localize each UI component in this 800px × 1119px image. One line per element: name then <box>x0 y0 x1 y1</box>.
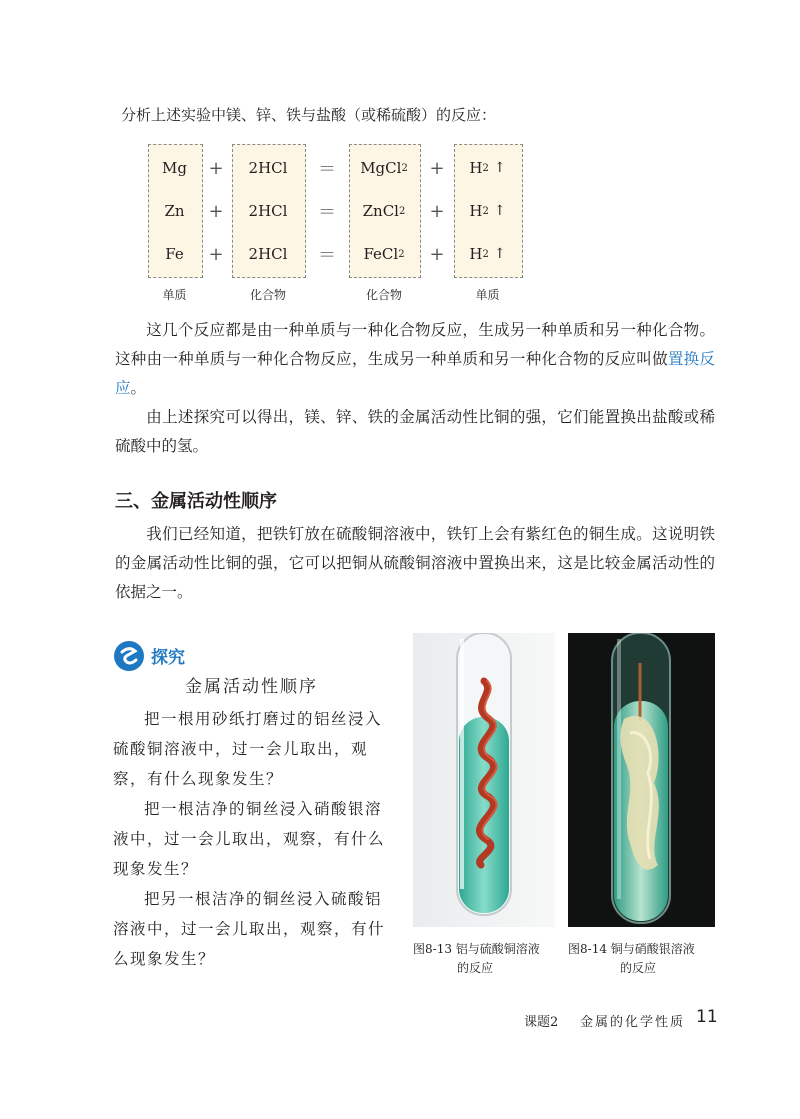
reactant-metal: Mg <box>162 159 187 177</box>
explore-step-1: 把一根用砂纸打磨过的铝丝浸入硫酸铜溶液中，过一会儿取出，观察，有什么现象发生？ <box>113 710 383 788</box>
reactant-metal: Zn <box>164 202 185 220</box>
footer-title: 金属的化学性质 <box>580 1015 686 1030</box>
reactant-metal: Fe <box>165 245 184 263</box>
product-gas: H 2 ↑ <box>469 159 506 177</box>
equals-sign: ＝ <box>318 202 336 223</box>
equals-sign: ＝ <box>318 159 336 180</box>
explore-step-2: 把一根洁净的铜丝浸入硝酸银溶液中，过一会儿取出，观察，有什么现象发生？ <box>113 800 386 878</box>
reaction-row-mg <box>0 146 800 190</box>
plus-sign: + <box>208 243 224 265</box>
plus-sign: + <box>429 200 445 222</box>
gas-arrow-icon: ↑ <box>493 203 506 219</box>
explore-label: 探究 <box>151 648 185 668</box>
label-compound-2: 化合物 <box>365 288 402 302</box>
photo-copper-silver-nitrate <box>568 633 715 927</box>
reactant-acid: 2HCl <box>248 159 288 177</box>
intro-sentence: 分析上述实验中镁、锌、铁与盐酸（或稀硫酸）的反应： <box>121 106 497 124</box>
photo-aluminum-copper-sulfate <box>413 633 555 927</box>
reactant-acid: 2HCl <box>248 245 288 263</box>
caption-fig-8-14: 图8-14 铜与硝酸银溶液 的反应 <box>568 942 695 975</box>
term-replacement-reaction: 置换反应 <box>115 350 715 397</box>
equals-sign: ＝ <box>318 245 336 266</box>
reaction-row-fe <box>0 232 800 276</box>
product-gas: H 2 ↑ <box>469 245 506 263</box>
paragraph-conclusion: 由上述探究可以得出，镁、锌、铁的金属活动性比铜的强，它们能置换出盐酸或稀硫酸中的氢。 <box>115 408 715 455</box>
plus-sign: + <box>208 157 224 179</box>
label-compound: 化合物 <box>249 288 286 302</box>
product-salt: MgCl 2 <box>360 159 408 177</box>
product-salt: ZnCl 2 <box>362 202 406 220</box>
figure-number: 图8-14 <box>568 942 607 956</box>
reaction-row-zn <box>0 189 800 233</box>
footer-lesson: 课题2 <box>524 1015 559 1030</box>
figure-number: 图8-13 <box>413 942 452 956</box>
reactant-acid: 2HCl <box>248 202 288 220</box>
label-element: 单质 <box>162 288 187 302</box>
product-gas: H 2 ↑ <box>469 202 506 220</box>
explore-step-3: 把另一根洁净的铜丝浸入硫酸铝溶液中，过一会儿取出，观察，有什么现象发生？ <box>113 890 386 968</box>
paragraph-activity-basis: 我们已经知道，把铁钉放在硫酸铜溶液中，铁钉上会有紫红色的铜生成。这说明铁的金属活动性比铜的强，它可以把铜从硫酸铜溶液中置换出来，这是比较金属活动性的依据之一。 <box>115 525 715 601</box>
gas-arrow-icon: ↑ <box>493 160 506 176</box>
paragraph-replacement-reaction: 这几个反应都是由一种单质与一种化合物反应，生成另一种单质和另一种化合物。这种由一种单质与一种化合物反应，生成另一种单质和另一种化合物的反应叫做置换反应。 <box>115 321 715 397</box>
page-number: 11 <box>696 1007 718 1027</box>
explore-icon <box>113 640 145 672</box>
label-element-2: 单质 <box>475 288 500 302</box>
plus-sign: + <box>429 157 445 179</box>
plus-sign: + <box>208 200 224 222</box>
gas-arrow-icon: ↑ <box>493 246 506 262</box>
product-salt: FeCl 2 <box>363 245 405 263</box>
caption-fig-8-13: 图8-13 铝与硫酸铜溶液 的反应 <box>413 942 540 975</box>
explore-title: 金属活动性顺序 <box>185 677 318 697</box>
section-heading: 三、金属活动性顺序 <box>115 491 277 512</box>
plus-sign: + <box>429 243 445 265</box>
